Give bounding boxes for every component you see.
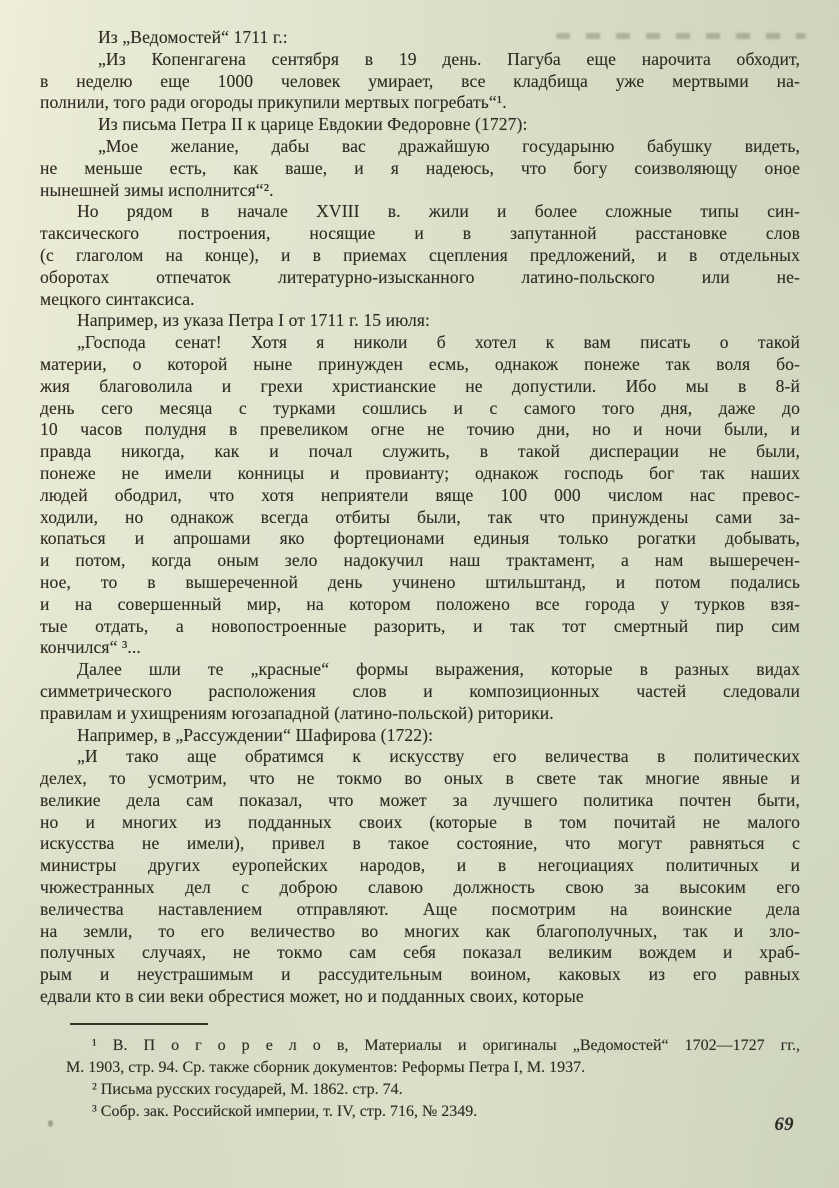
text-line: едвали кто в сии веки обрестися может, но и подданных своих, которые xyxy=(40,986,584,1007)
paragraph xyxy=(40,310,800,332)
text-line: министры других еуропейских народов, и в негоциациях политичных и xyxy=(40,855,800,876)
text-line: правилам и ухищрениям югозападной (латино-польской) риторики. xyxy=(40,702,554,723)
body-text xyxy=(40,27,800,1008)
text-line: Из „Ведомостей“ 1711 г.: xyxy=(98,27,288,47)
text-line: великие дела сам показал, что может за лучшего политика почтен быти, xyxy=(40,789,800,810)
text-line: но и многих из подданных своих (которые в том почитай не малого xyxy=(40,811,800,832)
text-line: не меньше есть, как ваше, и я надеюсь, что богу соизволяющу оное xyxy=(40,157,800,178)
text-line: Но рядом в начале XVIII в. жили и более сложные типы син- xyxy=(77,201,800,222)
text-line: людей ободрил, что хотя неприятели вяще 100 000 числом нас превос- xyxy=(40,484,800,505)
text-line: кончился“ ³... xyxy=(40,637,141,658)
text-line: чюжестранных дел с доброю славою должность свою за высоким его xyxy=(40,877,800,898)
scan-artifact xyxy=(48,1120,53,1127)
text-line: ² Письма русских государей, М. 1862. стр. 74. xyxy=(92,1080,403,1098)
text-line: мецкого синтаксиса. xyxy=(40,288,195,309)
paragraph xyxy=(40,659,800,724)
text-line: таксического построения, носящие и в запутанной расстановке слов xyxy=(40,223,800,244)
paragraph xyxy=(40,746,800,1008)
text-line: материи, о которой ныне принужден есмь, однакож понеже так воля бо- xyxy=(40,353,800,374)
text-line: ное, то в вышереченной день учинено штильштанд, и потом подались xyxy=(40,571,800,592)
text-line: правда никогда, как и почал служить, в такой дисперации не были, xyxy=(40,441,800,462)
text-line: и потом, когда оным зело надокучил наш трактамент, а нам вышеречен- xyxy=(40,550,800,571)
text-line: получных случаях, не токмо сам себя показал великим вождем и храб- xyxy=(40,942,800,963)
text-line: Далее шли те „красные“ формы выражения, которые в разных видах xyxy=(77,659,800,680)
footnote-separator xyxy=(70,1023,208,1025)
text-line: жия благоволила и грехи христианские не допустили. Ибо мы в 8-й xyxy=(40,375,800,396)
footnote xyxy=(66,1079,800,1101)
text-line: рым и неустрашимым и рассудительным воином, каковых из его равных xyxy=(40,964,800,985)
text-line: „И тако аще обратимся к искусству его величества в политических xyxy=(77,746,800,767)
text-line: ³ Собр. зак. Российской империи, т. IV, стр. 716, № 2349. xyxy=(92,1102,478,1120)
scan-artifact xyxy=(788,174,792,178)
text-line: Например, из указа Петра I от 1711 г. 15 июля: xyxy=(77,310,431,331)
text-line: 10 часов полудня в превеликом огне не точию дни, но и ночи были, и xyxy=(40,419,800,440)
text-line: полнили, того ради огороды прикупили мертвых погребать“¹. xyxy=(40,92,507,113)
footnote xyxy=(66,1101,800,1123)
text-line: „Мое желание, дабы вас дражайшую государыню бабушку видеть, xyxy=(98,135,800,156)
footnotes xyxy=(66,1035,800,1123)
text-line: величества наставлением отправляют. Аще посмотрим на воинские дела xyxy=(40,898,800,919)
paragraph xyxy=(40,136,800,201)
text-line: и на совершенный мир, на котором положено все города у турков взя- xyxy=(40,593,800,614)
text-line: (с глаголом на конце), и в приемах сцепления предложений, и в отдельных xyxy=(40,244,800,265)
paragraph xyxy=(40,332,800,659)
text-line: искусства не имели), привел в такое состояние, что могут равняться с xyxy=(40,833,800,854)
text-line: делех, то усмотрим, что не токмо во оных в свете так многие явные и xyxy=(40,768,800,789)
page-number: 69 xyxy=(774,1115,794,1135)
text-line: симметрического расположения слов и композиционных частей следовали xyxy=(40,680,800,701)
footnote xyxy=(66,1035,800,1079)
text-line: „Из Копенгагена сентября в 19 день. Пагуба еще нарочита обходит, xyxy=(98,48,800,69)
text-line: „Господа сенат! Хотя я николи б хотел к вам писать о такой xyxy=(77,332,800,353)
paragraph xyxy=(40,725,800,747)
text-line: в неделю еще 1000 человек умирает, все кладбища уже мертвыми на- xyxy=(40,70,800,91)
paragraph xyxy=(40,201,800,310)
text-line: оборотах отпечаток литературно-изысканного латино-польского или не- xyxy=(40,266,800,287)
text-line: на земли, то его величество во многих как благополучных, так и зло- xyxy=(40,920,800,941)
text-line: ходили, но однакож всегда отбиты были, так что принуждены сами за- xyxy=(40,506,800,527)
paragraph xyxy=(40,49,800,114)
text-line: нынешней зимы исполнится“². xyxy=(40,179,274,200)
text-line: копаться и апрошами яко фортеционами единыя только рогатки добывать, xyxy=(40,528,800,549)
text-line: М. 1903, стр. 94. Ср. также сборник документов: Реформы Петра I, М. 1937. xyxy=(66,1058,586,1076)
text-line: Из письма Петра II к царице Евдокии Федоровне (1727): xyxy=(98,114,528,135)
text-line: понеже не имели конницы и провианту; однакож господь бог так наших xyxy=(40,462,800,483)
text-line: день сего месяца с турками сошлись и с самого того дня, даже до xyxy=(40,397,800,418)
text-line: ¹ В. П о г о р е л о в, Материалы и оригиналы „Ведомостей“ 1702—1727 гг., xyxy=(92,1036,800,1054)
text-line: Например, в „Рассуждении“ Шафирова (1722): xyxy=(77,724,434,745)
text-line: тые отдать, а новопостроенные разорить, и так тот смертный пир сим xyxy=(40,615,800,636)
paragraph xyxy=(40,114,800,136)
scan-artifact xyxy=(556,33,806,39)
